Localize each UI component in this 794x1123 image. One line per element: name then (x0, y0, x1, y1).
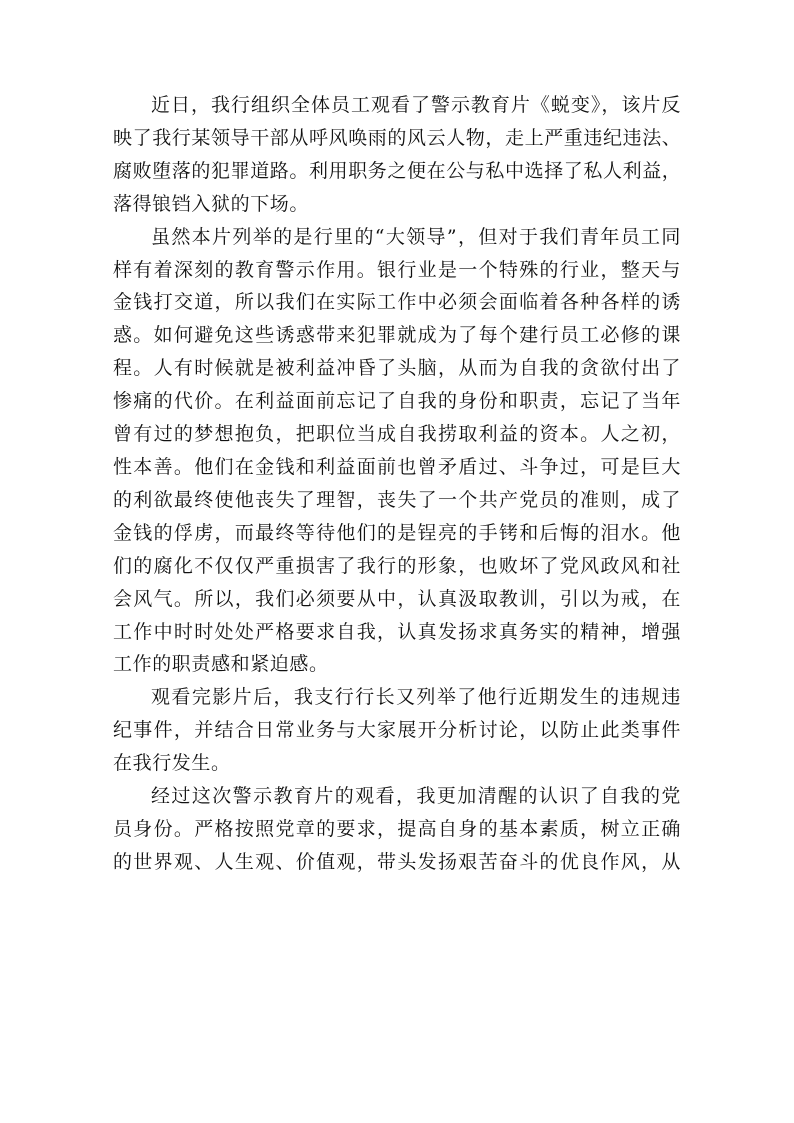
text-line: 观看完影片后，我支行行长又列举了他行近期发生的违规违 (151, 686, 681, 709)
text-line: 经过这次警示教育片的观看，我更加清醒的认识了自我的党 (151, 785, 681, 808)
text-line: 纪事件，并结合日常业务与大家展开分析讨论，以防止此类事件 (113, 719, 681, 742)
document-body (113, 89, 681, 879)
text-line: 工作中时时处处严格要求自我，认真发扬求真务实的精神，增强 (113, 620, 681, 643)
text-line: 金钱打交道，所以我们在实际工作中必须会面临着各种各样的诱 (113, 291, 681, 314)
text-line: 的利欲最终使他丧失了理智，丧失了一个共产党员的准则，成了 (113, 488, 681, 511)
paragraph-3 (113, 681, 681, 780)
text-line: 映了我行某领导干部从呼风唤雨的风云人物，走上严重违纪违法、 (113, 126, 682, 149)
text-line: 性本善。他们在金钱和利益面前也曾矛盾过、斗争过，可是巨大 (113, 455, 681, 478)
text-line: 近日，我行组织全体员工观看了警示教育片《蜕变》，该片反 (151, 94, 681, 116)
text-line: 员身份。严格按照党章的要求，提高自身的基本素质，树立正确 (113, 817, 681, 840)
text-line: 工作的职责感和紧迫感。 (113, 653, 329, 676)
text-line: 会风气。所以，我们必须要从中，认真汲取教训，引以为戒，在 (113, 587, 681, 610)
text-line: 惨痛的代价。在利益面前忘记了自我的身份和职责，忘记了当年 (113, 390, 681, 413)
text-line: 们的腐化不仅仅严重损害了我行的形象，也败坏了党风政风和社 (113, 554, 681, 577)
text-line: 落得锒铛入狱的下场。 (113, 192, 310, 215)
text-line: 虽然本片列举的是行里的“大领导”，但对于我们青年员工同 (151, 225, 681, 248)
text-line: 在我行发生。 (113, 752, 231, 775)
paragraph-4 (113, 780, 681, 879)
text-line: 曾有过的梦想抱负，把职位当成自我捞取利益的资本。人之初， (113, 423, 681, 446)
text-line: 样有着深刻的教育警示作用。银行业是一个特殊的行业，整天与 (113, 258, 681, 281)
text-line: 惑。如何避免这些诱惑带来犯罪就成为了每个建行员工必修的课 (113, 324, 681, 347)
text-line: 程。人有时候就是被利益冲昏了头脑，从而为自我的贪欲付出了 (113, 357, 681, 380)
text-line: 腐败堕落的犯罪道路。利用职务之便在公与私中选择了私人利益， (113, 159, 682, 182)
paragraph-2 (113, 221, 681, 682)
text-line: 的世界观、人生观、价值观，带头发扬艰苦奋斗的优良作风，从 (113, 850, 681, 873)
text-line: 金钱的俘虏，而最终等待他们的是锃亮的手铐和后悔的泪水。他 (113, 521, 681, 544)
paragraph-1 (113, 89, 681, 221)
